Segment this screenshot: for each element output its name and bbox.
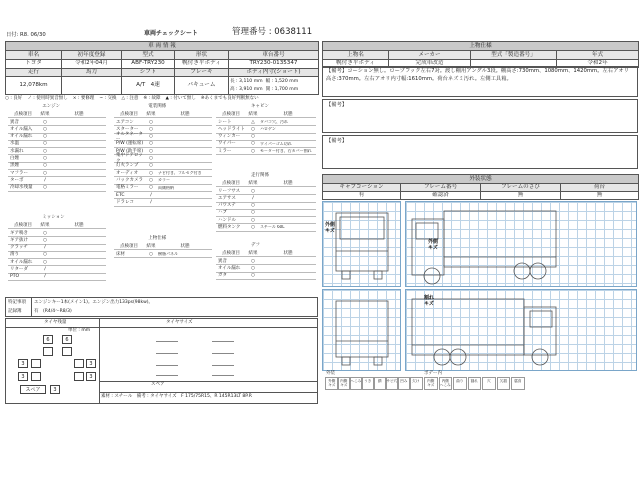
exterior-title: 外装状態 — [323, 175, 639, 184]
check-row — [8, 134, 106, 141]
check-item: エアサス — [218, 195, 236, 201]
check-item: エアコン — [116, 119, 134, 125]
tire-size-spare: スペア — [151, 382, 165, 387]
col-1: 結果 — [248, 250, 258, 256]
check-item: パワステ — [218, 203, 236, 209]
damage-mark: 穴 — [482, 377, 496, 390]
damage-mark: 欠け — [409, 377, 423, 390]
exterior-table — [322, 174, 639, 200]
special-label: 特記事項 — [8, 300, 26, 305]
check-result: ○ — [149, 185, 153, 191]
check-item: ターボ — [10, 177, 24, 183]
upper-remarks — [322, 66, 638, 97]
check-result: ○ — [43, 237, 47, 243]
check-result: ○ — [251, 203, 255, 209]
check-result: ○ — [149, 119, 153, 125]
check-item: 床材 — [116, 251, 125, 257]
check-result: ○ — [43, 230, 47, 236]
check-result: ○ — [251, 188, 255, 194]
check-result: ○ — [251, 210, 255, 216]
tire-size-title: タイヤサイズ — [166, 320, 193, 325]
col-model: 型式 — [122, 51, 175, 60]
check-row — [216, 273, 316, 280]
tire-size-line — [156, 365, 178, 366]
remark-label-2: 【備考】 — [326, 102, 348, 108]
check-row — [8, 170, 106, 177]
check-result: / — [44, 177, 46, 183]
check-row — [216, 148, 316, 155]
legend: ○ : 良好 ノ : 使用時異音無し × : 要修理 ~ : 交換 △ : 注意 ※ : 故障 ▲ : 付いて無し ※あくまでも良好判断無ない — [5, 96, 259, 101]
check-row — [216, 265, 316, 272]
tire-spare-value: 3 — [50, 385, 60, 394]
check-item: クラッチ — [10, 245, 28, 251]
check-row — [216, 188, 316, 195]
check-item: 燃料タンク — [218, 225, 241, 231]
check-item: オイル漏れ — [10, 134, 33, 140]
col-0: 点検項目 — [222, 180, 240, 186]
col-maker: メーカー — [389, 51, 471, 60]
val-body-dims: 長 : 3,110 mm 幅 : 1,520 mm 高 : 3,910 mm 開 : 1,700 mm — [229, 77, 319, 95]
check-row — [8, 177, 106, 184]
check-row — [114, 119, 212, 126]
check-item: ギア鳴き — [10, 230, 28, 236]
check-item: オルタネーター — [116, 131, 143, 142]
tire-rear2-inner-left — [31, 372, 41, 381]
val-mileage: 12,078km — [6, 77, 62, 95]
col-1: 結果 — [248, 111, 258, 117]
val-brake: バキューム — [175, 77, 229, 95]
check-row — [216, 203, 316, 210]
check-result: ○ — [149, 134, 153, 140]
check-item: 黒煙 — [10, 163, 19, 169]
check-item: リーフサス — [218, 188, 241, 194]
check-item: スターター — [116, 126, 139, 132]
damage-mark: 内側 キズ — [337, 377, 351, 390]
check-result: ○ — [43, 119, 47, 125]
check-item: ガタ — [218, 273, 227, 279]
check-row — [8, 252, 106, 259]
tire-rear-outer-left: 3 — [18, 359, 28, 368]
engine-title: エンジン — [42, 104, 61, 109]
cabin-header — [216, 111, 316, 118]
col-body-dims: ボディ内寸(ショート) — [229, 68, 319, 77]
check-result: ○ — [149, 163, 153, 169]
handwritten-mark-rear: 割れ キズ — [424, 295, 435, 307]
col-mileage: 走行 — [6, 68, 62, 77]
check-result: ○ — [149, 148, 153, 154]
check-state: タバコ穴、汚れ — [260, 119, 288, 124]
electric-title: 電装関係 — [148, 104, 167, 109]
val-name: トヨタ — [6, 59, 62, 68]
check-result: / — [44, 267, 46, 273]
check-row — [114, 170, 212, 177]
header-date: 日付: R8. 06/30 — [6, 32, 46, 38]
check-state: 両側格納 — [158, 185, 174, 190]
remark-label-3: 【備考】 — [326, 138, 348, 144]
check-result: ○ — [251, 258, 255, 264]
check-row — [8, 163, 106, 170]
check-result: ○ — [251, 126, 255, 132]
val-chassis: TRY230-0135347 — [229, 59, 319, 68]
check-result: ○ — [251, 134, 255, 140]
check-row — [8, 119, 106, 126]
check-row — [8, 148, 106, 155]
record-label: 記録簿 — [8, 309, 22, 314]
check-row — [216, 195, 316, 202]
cabin-title: キャビン — [251, 104, 269, 109]
check-result: ○ — [43, 134, 47, 140]
check-item: オイル漏入 — [10, 126, 33, 132]
check-row — [114, 153, 212, 164]
mgmt-number: 管理番号 : 0638111 — [232, 27, 313, 37]
check-row — [216, 126, 316, 133]
val-shape: 幌付き平ボディ — [175, 59, 229, 68]
check-item: ハブ — [218, 210, 227, 216]
check-result: ○ — [149, 177, 153, 183]
col-reg: 初年度登録 — [62, 51, 122, 60]
col-0: 点検項目 — [222, 250, 240, 256]
check-row — [8, 259, 106, 266]
tire-front-right-2 — [62, 347, 72, 356]
check-result: ○ — [149, 126, 153, 132]
check-result: △ — [251, 119, 255, 125]
check-item: 異音 — [218, 258, 227, 264]
check-item: 滑り — [10, 252, 19, 258]
check-result: ○ — [251, 265, 255, 271]
col-hp: 馬力 — [62, 68, 122, 77]
check-result: ○ — [43, 141, 47, 147]
check-item: ハンドル — [218, 217, 236, 223]
check-result: / — [44, 274, 46, 280]
val-hp — [62, 77, 122, 95]
val-bed: 無 — [561, 192, 639, 200]
val-model: ABF-TRY230 — [122, 59, 175, 68]
col-rust: フレームのさび — [481, 184, 561, 192]
check-item: バックカメラ — [116, 177, 143, 183]
check-item: 白煙 — [10, 156, 19, 162]
col-bed: 荷台 — [561, 184, 639, 192]
special-text: エンジンキー1本(メイン1)。エンジン出力133ps(98kw)。 — [34, 300, 154, 305]
tire-front-right: 6 — [62, 335, 72, 344]
val-frame-no: 確認済 — [401, 192, 481, 200]
check-row — [216, 225, 316, 232]
check-row — [114, 141, 212, 148]
check-state: ナビ付き、フルセグ付き — [158, 170, 202, 175]
check-row — [216, 119, 316, 126]
tire-size-line — [212, 341, 234, 342]
check-item: 異音 — [10, 119, 19, 125]
check-item: P/W (助手席) — [116, 148, 144, 154]
col-name: 車名 — [6, 51, 62, 60]
engine-header — [8, 111, 106, 118]
check-result: ○ — [149, 251, 153, 257]
check-state: スチール 60L — [260, 225, 285, 230]
check-row — [8, 245, 106, 252]
col-2: 状態 — [283, 250, 293, 256]
check-state: ハロゲン — [260, 127, 276, 132]
damage-mark: 曲り — [453, 377, 467, 390]
val-year: 令和2年 — [557, 59, 639, 68]
val-upper-name: 幌付き平ボディ — [323, 59, 389, 68]
damage-mark: 内側 キズ — [424, 377, 438, 390]
val-maker: 完成車改造 — [389, 59, 471, 68]
col-chassis: 車台番号 — [229, 51, 319, 60]
upper-spec-title: 上物仕様 — [323, 42, 639, 51]
tire-size-line — [156, 341, 178, 342]
tire-size-line — [212, 353, 234, 354]
check-item: オイル漏れ — [10, 259, 33, 265]
vehicle-info-title: 車 両 情 報 — [6, 42, 319, 51]
check-result: ○ — [251, 225, 255, 231]
check-item: マフラー — [10, 170, 28, 176]
col-1: 結果 — [146, 243, 156, 249]
check-row — [114, 177, 212, 184]
check-result: ○ — [149, 141, 153, 147]
check-result: ○ — [43, 170, 47, 176]
check-item: ウィンカー — [218, 134, 241, 140]
check-row — [114, 131, 212, 142]
check-item: ETC — [116, 192, 125, 198]
check-row — [216, 217, 316, 224]
col-1: 結果 — [40, 111, 50, 117]
check-state: カラー — [158, 178, 170, 183]
check-result: ○ — [251, 141, 255, 147]
col-caution: キャプコーション — [323, 184, 401, 192]
check-row — [8, 267, 106, 274]
check-item: ヘッドライト — [218, 126, 245, 132]
check-row — [216, 134, 316, 141]
check-result: ○ — [43, 252, 47, 258]
check-row — [8, 230, 106, 237]
check-item: シート — [218, 119, 232, 125]
col-0: 点検項目 — [222, 111, 240, 117]
tire-rear-inner-left — [31, 359, 41, 368]
check-result: ○ — [43, 126, 47, 132]
check-item: P/W (運転席) — [116, 141, 144, 147]
upper-spec-table — [322, 41, 639, 68]
damage-mark: 錆 — [373, 377, 387, 390]
check-item: 冷却水残量 — [10, 185, 33, 191]
check-item: ドラレコ — [116, 199, 134, 205]
check-row — [8, 156, 106, 163]
check-result: / — [44, 245, 46, 251]
check-result: ○ — [251, 217, 255, 223]
tire-unit: 単位 : mm — [68, 328, 91, 333]
col-2: 状態 — [74, 222, 84, 228]
col-upper-name: 上物名 — [323, 51, 389, 60]
diff-title: デフ — [251, 243, 260, 248]
special-notes — [5, 297, 318, 317]
check-result: ○ — [43, 259, 47, 265]
electric-header — [114, 111, 212, 118]
vehicle-info-table — [5, 41, 319, 95]
tire-front-left-2 — [43, 347, 53, 356]
truck-sketch-icon — [322, 201, 638, 371]
damage-mark: 欠損 — [497, 377, 511, 390]
tire-rear2-inner-right — [74, 372, 84, 381]
marks-body-title: ボデー内 — [424, 371, 442, 376]
damage-mark: サビ穴 — [385, 377, 399, 390]
damage-mark: 腐食 — [511, 377, 525, 390]
check-item: PTO — [10, 274, 20, 280]
check-row — [8, 126, 106, 133]
check-state: ワイパーゴム切れ — [260, 141, 292, 146]
check-result: ○ — [43, 148, 47, 154]
check-row — [114, 192, 212, 199]
check-item: 水漏れ — [10, 148, 24, 154]
val-caution: 有 — [323, 192, 401, 200]
check-item: オイル漏れ — [218, 265, 241, 271]
handwritten-mark-side: 外側 キズ — [428, 239, 439, 251]
upper_spec-title: 上物仕様 — [148, 236, 167, 241]
check-item: ワイパー — [218, 141, 236, 147]
check-row — [114, 251, 212, 258]
col-2: 状態 — [180, 243, 190, 249]
check-row — [8, 141, 106, 148]
check-item: オーディオ — [116, 170, 139, 176]
col-frame-no: フレーム番号 — [401, 184, 481, 192]
check-result: / — [150, 192, 152, 198]
tire-size-line — [156, 353, 178, 354]
check-item: ギア抜け — [10, 237, 28, 243]
check-item: リターダ — [10, 267, 28, 273]
tire-rear2-outer-right: 3 — [86, 372, 96, 381]
diff-header — [216, 250, 316, 257]
doc-title: 車両チェックシート — [144, 30, 198, 37]
check-result: ○ — [43, 156, 47, 162]
check-row — [114, 199, 212, 206]
damage-mark: 外側 キズ — [325, 377, 339, 390]
col-2: 状態 — [180, 111, 190, 117]
val-reg: 令和2年04月 — [62, 59, 122, 68]
suspension-title: 走行関係 — [251, 173, 269, 178]
check-row — [8, 185, 106, 192]
tire-spare-label: スペア — [20, 385, 46, 394]
remark-box-2 — [322, 99, 638, 133]
tire-size-line — [212, 375, 234, 376]
check-row — [114, 163, 212, 170]
col-0: 点検項目 — [14, 111, 32, 117]
tire-section — [5, 318, 318, 404]
col-1: 結果 — [248, 180, 258, 186]
col-2: 状態 — [283, 180, 293, 186]
check-item: 集中ドアロック — [116, 153, 143, 164]
col-0: 点検項目 — [14, 222, 32, 228]
col-2: 状態 — [74, 111, 84, 117]
record-text: 有 (R4/4〜R8/3) — [34, 309, 72, 314]
check-result: / — [252, 195, 254, 201]
check-result: / — [150, 199, 152, 205]
damage-mark: 内側 へこみ — [439, 377, 453, 390]
check-item: 電格ミラー — [116, 185, 139, 191]
remark-box-3 — [322, 135, 638, 169]
check-state: 樹脂パネル — [158, 251, 178, 256]
damage-mark: へこみ — [349, 377, 363, 390]
tire-front-left: 6 — [43, 335, 53, 344]
check-row — [114, 185, 212, 192]
val-rust: 無 — [481, 192, 561, 200]
check-state: モーター付き、右カバー割れ — [260, 149, 312, 154]
check-result: ○ — [251, 273, 255, 279]
upper-remark-text: 【備考】コーション無し。ロープフック左右7対。渡し棚用アングル3段。棚高さ:730mm、1080mm、1420mm。左右アオリ高さ:370mm。左右アオリ内寸幅:1610mm。荷台ネズミ汚れ。左側工具箱。 — [326, 68, 629, 82]
check-result: ○ — [149, 156, 153, 162]
check-result: ○ — [149, 170, 153, 176]
check-item: ミラー — [218, 148, 232, 154]
check-result: ○ — [251, 148, 255, 154]
col-shape: 形状 — [175, 51, 229, 60]
col-year: 年式 — [557, 51, 639, 60]
damage-mark: うき — [361, 377, 375, 390]
check-item: 水温 — [10, 141, 19, 147]
col-2: 状態 — [283, 111, 293, 117]
check-result: ○ — [43, 185, 47, 191]
upper_spec-header — [114, 243, 212, 250]
mission-header — [8, 222, 106, 229]
col-0: 点検項目 — [120, 243, 138, 249]
col-1: 結果 — [146, 111, 156, 117]
marks-cab-title: 外装 — [326, 371, 335, 376]
tire-rear-inner-right — [74, 359, 84, 368]
tire-size-line — [156, 375, 178, 376]
tire-remaining-title: タイヤ残量 — [44, 320, 67, 325]
check-result: ○ — [43, 163, 47, 169]
check-row — [8, 237, 106, 244]
damage-mark: 凹み — [397, 377, 411, 390]
tire-footer: 素材 : スチール 備考 : タイヤサイズ F 175/75R15、R 145R13LT 8P.R — [101, 394, 252, 399]
col-1: 結果 — [40, 222, 50, 228]
col-brake: ブレーキ — [175, 68, 229, 77]
check-row — [216, 210, 316, 217]
col-shift: シフト — [122, 68, 175, 77]
mission-title: ミッション — [42, 215, 65, 220]
tire-rear2-outer-left: 3 — [18, 372, 28, 381]
check-row — [216, 141, 316, 148]
check-row — [8, 274, 106, 281]
handwritten-mark-front: 外側 キズ — [325, 222, 336, 234]
col-upper-model: 型式「製造番号」 — [471, 51, 557, 60]
damage-mark: 割れ — [468, 377, 482, 390]
tire-size-line — [212, 365, 234, 366]
tire-rear-outer-right: 3 — [86, 359, 96, 368]
col-0: 点検項目 — [120, 111, 138, 117]
check-item: 灯火ランプ — [116, 163, 139, 169]
suspension-header — [216, 180, 316, 187]
val-shift: A/T 4速 — [122, 77, 175, 95]
check-row — [216, 258, 316, 265]
